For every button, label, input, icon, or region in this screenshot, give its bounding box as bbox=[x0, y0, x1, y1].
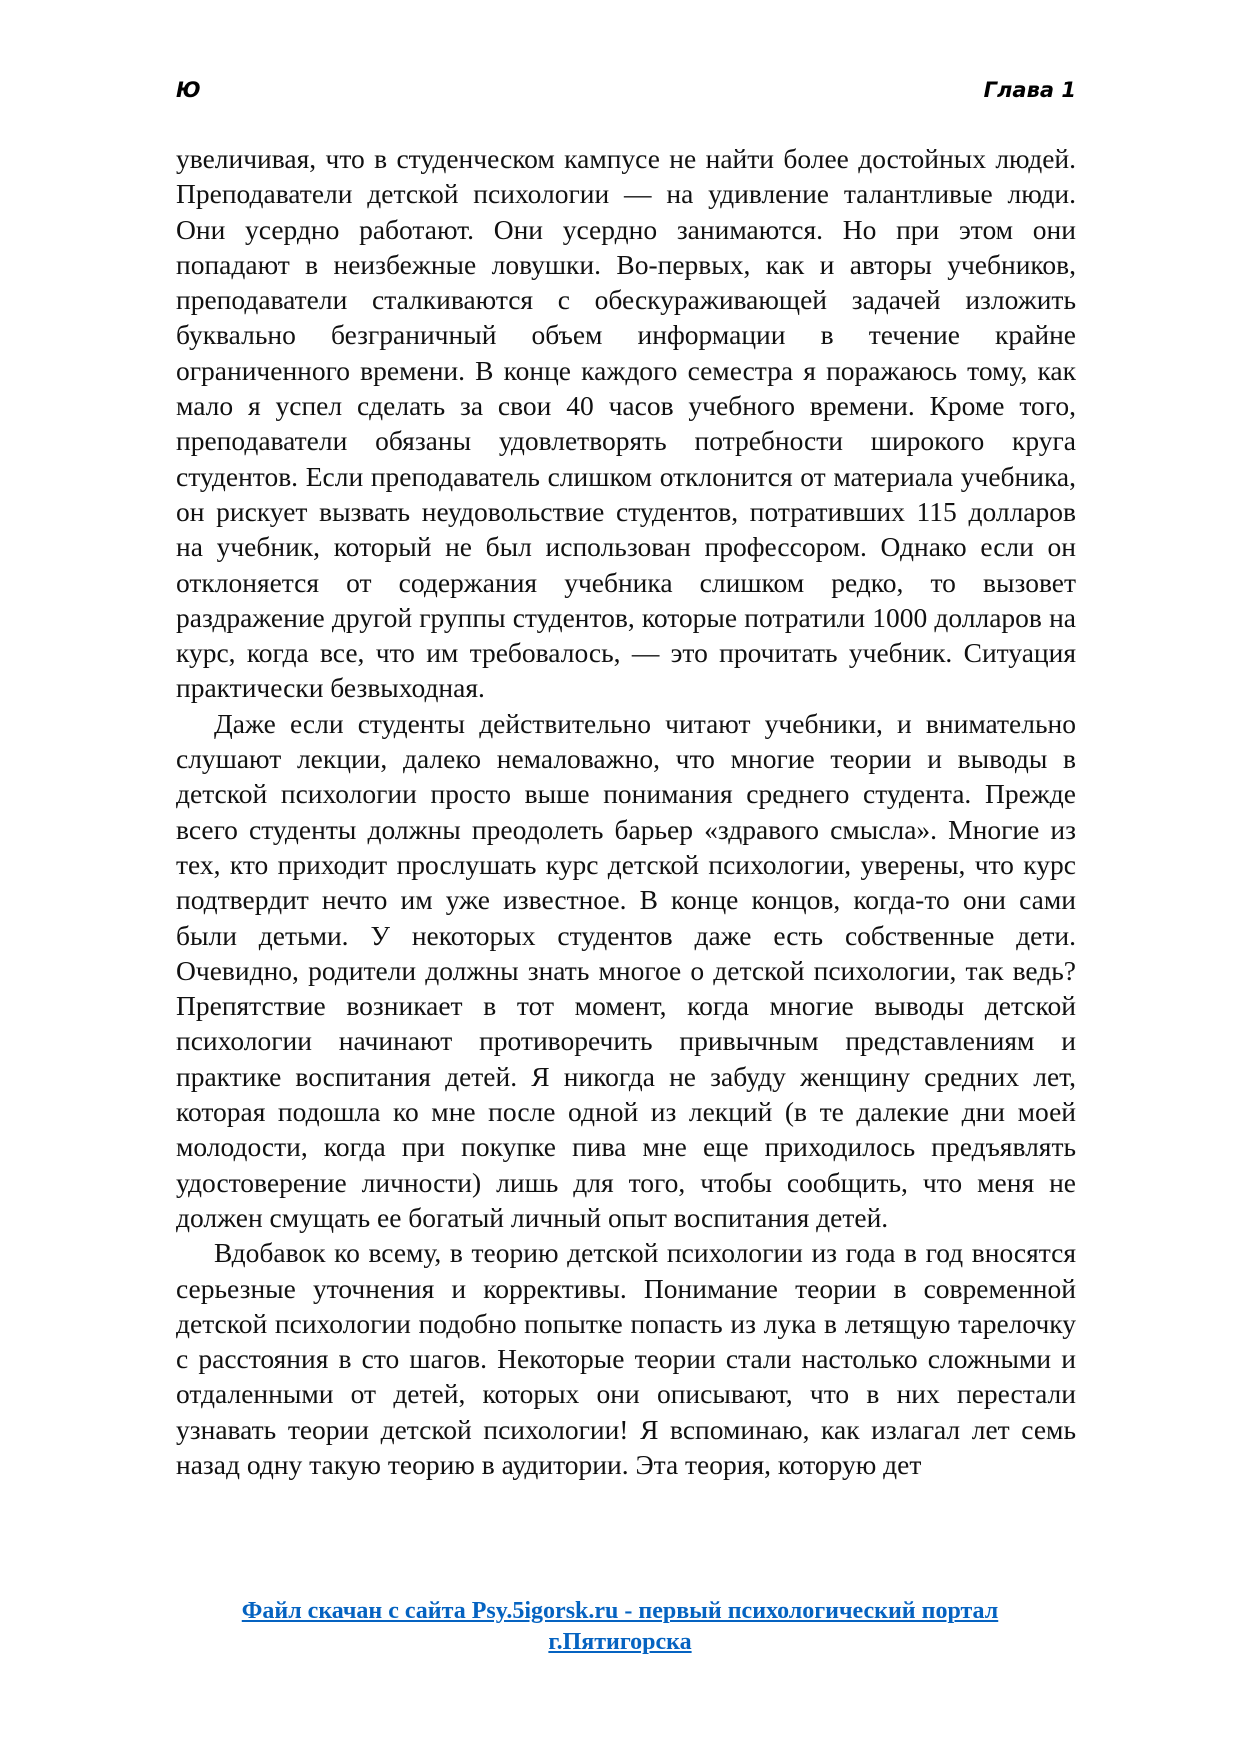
running-header bbox=[176, 78, 1076, 108]
footer-download-notice bbox=[150, 1596, 1090, 1658]
header-chapter-title: Глава 1 bbox=[983, 78, 1076, 102]
body-text bbox=[176, 141, 1076, 1482]
paragraph-3: Вдобавок ко всему, в теорию детской психологии из года в год вносятся серьезные уточнения и коррективы. Понимание теории в современной детской психологии подобно попытке попасть из лука в летящую тарелочку с расстояния в сто шагов. Некоторые теории стали настолько сложными и отдаленными от детей, которых они описывают, что в них перестали узнавать теории детской психологии! Я вспоминаю, как излагал лет семь назад одну такую теорию в аудитории. Эта теория, которую дет bbox=[176, 1237, 1076, 1480]
paragraph-2: Даже если студенты действительно читают учебники, и внимательно слушают лекции, далеко немаловажно, что многие теории и выводы в детской психологии просто выше понимания среднего студента. Прежде всего студенты должны преодолеть барьер «здравого смысла». Многие из тех, кто приходит прослушать курс детской психологии, уверены, что курс подтвердит нечто им уже известное. В конце концов, когда-то они сами были детьми. У некоторых студентов даже есть собственные дети. Очевидно, родители должны знать многое о детской психологии, так ведь? Препятствие возникает в тот момент, когда многие выводы детской психологии начинают противоречить привычным представлениям и практике воспитания детей. Я никогда не забуду женщину средних лет, которая подошла ко мне после одной из лекций (в те далекие дни моей молодости, когда при покупке пива мне еще приходилось предъявлять удостоверение личности) лишь для того, чтобы сообщить, что меня не должен смущать ее богатый личный опыт воспитания детей. bbox=[176, 707, 1076, 1233]
footer-link-line-2[interactable]: г.Пятигорска bbox=[548, 1629, 692, 1655]
footer-link-line-1[interactable]: Файл скачан с сайта Psy.5igorsk.ru - первый психологический портал bbox=[241, 1598, 999, 1624]
header-author-initial: Ю bbox=[176, 78, 201, 102]
paragraph-1: увеличивая, что в студенческом кампусе не найти более достойных людей. Преподаватели детской психологии — на удивление талантливые люди. Они усердно работают. Они усердно занимаются. Но при этом они попадают в неизбежные ловушки. Во-первых, как и авторы учебников, преподаватели сталкиваются с обескураживающей задачей изложить буквально безграничный объем информации в течение крайне ограниченного времени. В конце каждого семестра я поражаюсь тому, как мало я успел сделать за свои 40 часов учебного времени. Кроме того, преподаватели обязаны удовлетворять потребности широкого круга студентов. Если преподаватель слишком отклонится от материала учебника, он рискует вызвать неудовольствие студентов, потративших 115 долларов на учебник, который не был использован профессором. Однако если он отклоняется от содержания учебника слишком редко, то вызовет раздражение другой группы студентов, которые потратили 1000 долларов на курс, когда все, что им требовалось, — это прочитать учебник. Ситуация практически безвыходная. bbox=[176, 143, 1076, 704]
